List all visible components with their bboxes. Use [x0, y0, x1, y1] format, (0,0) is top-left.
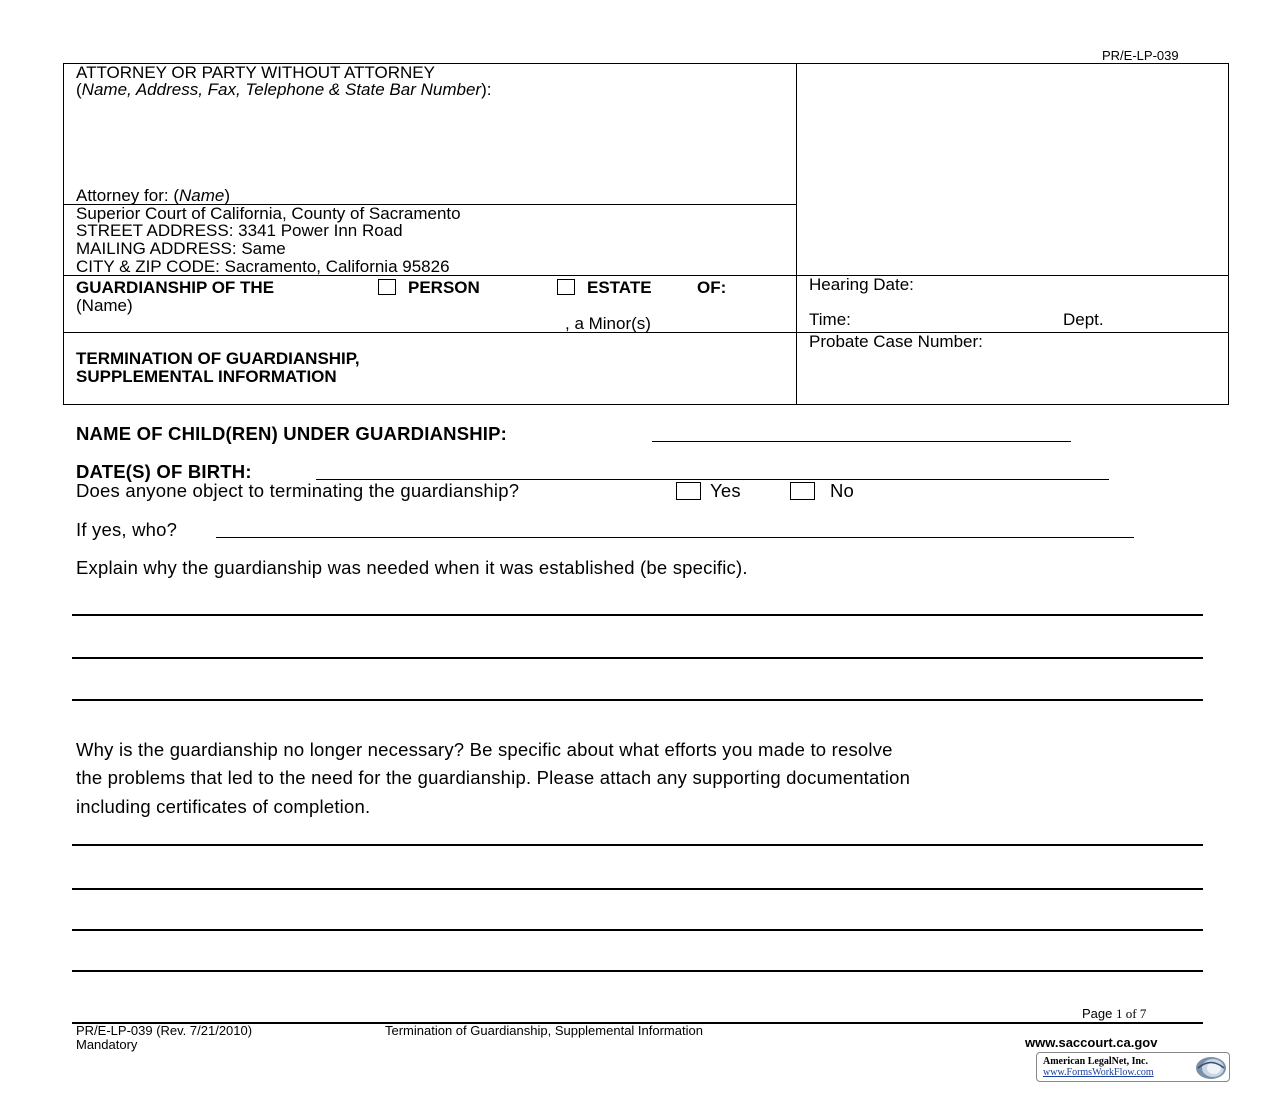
caption-divider	[796, 63, 797, 405]
why-no-longer-line1: Why is the guardianship no longer necessary? Be specific about what efforts you made to resolve	[76, 739, 893, 760]
children-name-label: NAME OF CHILD(REN) UNDER GUARDIANSHIP:	[76, 423, 508, 444]
case-number-label: Probate Case Number:	[809, 332, 983, 351]
footer-website[interactable]: www.saccourt.ca.gov	[1025, 1035, 1158, 1050]
why-no-longer-line-field-4[interactable]	[72, 970, 1203, 972]
estate-label: ESTATE	[587, 278, 652, 297]
attorney-heading: ATTORNEY OR PARTY WITHOUT ATTORNEY	[76, 63, 435, 82]
globe-icon	[1194, 1055, 1228, 1081]
form-title-line1: TERMINATION OF GUARDIANSHIP,	[76, 349, 360, 368]
no-label: No	[830, 480, 855, 501]
hearing-date-label: Hearing Date:	[809, 275, 914, 294]
court-city: CITY & ZIP CODE: Sacramento, California 95826	[76, 257, 450, 276]
footer-form-rev: PR/E-LP-039 (Rev. 7/21/2010)	[76, 1023, 253, 1038]
explain-needed-line-2[interactable]	[72, 657, 1203, 659]
logo-company: American LegalNet, Inc.	[1043, 1056, 1148, 1067]
why-no-longer-line-field-3[interactable]	[72, 929, 1203, 931]
logo-url[interactable]: www.FormsWorkFlow.com	[1043, 1067, 1154, 1078]
attorney-subheading: (Name, Address, Fax, Telephone & State Bar Number):	[76, 80, 492, 99]
if-yes-field[interactable]	[216, 537, 1134, 538]
hearing-dept-label: Dept.	[1063, 310, 1104, 329]
why-no-longer-line3: including certificates of completion.	[76, 796, 371, 817]
guardianship-of-label: GUARDIANSHIP OF THE	[76, 278, 275, 297]
dob-label: DATE(S) OF BIRTH:	[76, 461, 252, 482]
form-code-top: PR/E-LP-039	[1102, 48, 1179, 63]
form-title-line2: SUPPLEMENTAL INFORMATION	[76, 367, 337, 386]
yes-label: Yes	[710, 480, 741, 501]
why-no-longer-line2: the problems that led to the need for the guardianship. Please attach any supporting documentation	[76, 767, 911, 788]
footer-form-title: Termination of Guardianship, Supplemental Information	[385, 1023, 703, 1038]
estate-checkbox[interactable]	[557, 279, 575, 300]
why-no-longer-line-field-1[interactable]	[72, 844, 1203, 846]
person-label: PERSON	[408, 278, 480, 297]
why-no-longer-line-field-2[interactable]	[72, 888, 1203, 890]
hearing-time-label: Time:	[809, 310, 851, 329]
explain-needed-line-1[interactable]	[72, 614, 1203, 616]
no-checkbox[interactable]	[790, 482, 815, 505]
children-name-field[interactable]	[652, 441, 1071, 442]
if-yes-label: If yes, who?	[76, 519, 178, 540]
court-street: STREET ADDRESS: 3341 Power Inn Road	[76, 221, 403, 240]
person-checkbox[interactable]	[378, 279, 396, 300]
minor-suffix: , a Minor(s)	[565, 314, 651, 333]
page-number: Page 1 of 7	[1082, 1006, 1147, 1021]
court-mailing: MAILING ADDRESS: Same	[76, 239, 286, 258]
attorney-for-label: Attorney for: (Name)	[76, 186, 231, 205]
explain-needed-line-3[interactable]	[72, 699, 1203, 701]
of-label: OF:	[697, 278, 727, 297]
minor-name-label: (Name)	[76, 296, 133, 315]
explain-needed-label: Explain why the guardianship was needed when it was established (be specific).	[76, 557, 748, 578]
yes-checkbox[interactable]	[676, 482, 701, 505]
american-legalnet-logo[interactable]	[1036, 1052, 1230, 1082]
court-name: Superior Court of California, County of Sacramento	[76, 204, 461, 223]
footer-mandatory: Mandatory	[76, 1037, 138, 1052]
object-question: Does anyone object to terminating the guardianship?	[76, 480, 520, 501]
